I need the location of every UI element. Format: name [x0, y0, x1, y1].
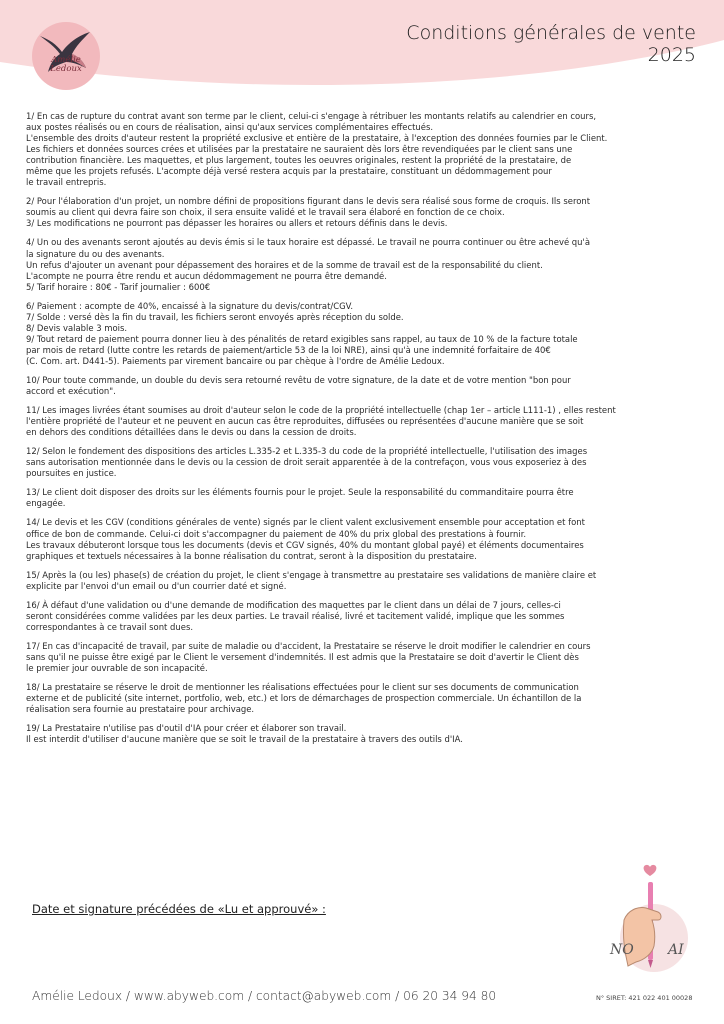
clause-gap: [26, 715, 706, 723]
clause-line: 12/ Selon le fondement des dispositions des articles L.335-2 et L.335-3 du code de la propriété intellectuelle, l'utilisation des images: [26, 446, 588, 457]
clause-line: 10/ Pour toute commande, un double du devis sera retourné revêtu de votre signature, de la date et de votre mention "bon pour: [26, 374, 571, 385]
clause-gap: [26, 188, 706, 196]
clause-line: la signature du ou des avenants.: [26, 248, 165, 259]
document-year: 2025: [647, 44, 696, 66]
clause-line: sans autorisation mentionnée dans le devis ou la cession de droit serait apparentée à de la contrefaçon, vous vous exposeriez à des: [26, 457, 587, 468]
logo-text-first-name: Amélie: [51, 55, 81, 65]
clause-line: (C. Com. art. D441-5). Paiements par virement bancaire ou par chèque à l'ordre de Amélie Ledoux.: [26, 355, 445, 366]
clause-line: réalisation sera fournie au prestataire pour archivage.: [26, 704, 255, 715]
clause-line: 4/ Un ou des avenants seront ajoutés au devis émis si le taux horaire est dépassé. Le travail ne pourra continuer ou être achevé qu'à: [26, 237, 591, 248]
clause-line: Un refus d'ajouter un avenant pour dépassement des horaires et de la somme de travail est de la responsabilité du client.: [26, 259, 543, 270]
clause-line: 19/ La Prestataire n'utilise pas d'outil d'IA pour créer et élaborer son travail.: [26, 723, 347, 734]
clause-line: correspondantes à ce travail sont dues.: [26, 621, 194, 632]
clause-line: 17/ En cas d'incapacité de travail, par suite de maladie ou d'accident, la Prestataire se réserve le droit modifier le calendrier en cours: [26, 640, 591, 651]
clause-gap: [26, 674, 706, 682]
document-title-block: [406, 22, 696, 66]
clause-gap: [26, 397, 706, 405]
clause-line: Les fichiers et données sources crées et utilisées par la prestataire ne sauraient dès lors être revendiquées par le client sans une: [26, 144, 573, 155]
clause-block: [26, 487, 706, 509]
clause-line: contribution financière. Les maquettes, et plus largement, toutes les oeuvres originales, restent la propriété de la prestataire, de: [26, 155, 572, 166]
footer-siret: N° SIRET: 421 022 401 00028: [596, 994, 693, 1002]
clause-line: 5/ Tarif horaire : 80€ - Tarif journalier : 600€: [26, 281, 211, 292]
no-ai-badge: [598, 862, 708, 974]
clause-line: par mois de retard (lutte contre les retards de paiement/article 53 de la loi NRE), ainsi qu'à une indemnité forfaitaire de 40€: [26, 344, 551, 355]
clause-line: 3/ Les modifications ne pourront pas dépasser les horaires ou allers et retours définis dans le devis.: [26, 218, 448, 229]
clause-line: 18/ La prestataire se réserve le droit de mentionner les réalisations effectuées pour le client sur ses documents de communication: [26, 682, 579, 693]
clause-line: externe et de publicité (site internet, portfolio, web, etc.) et lors de démarchages de prospection commerciale. Un échantillon de la: [26, 693, 582, 704]
clause-line: L'acompte ne pourra être rendu et aucun dédommagement ne pourra être demandé.: [26, 270, 387, 281]
clause-line: Il est interdit d'utiliser d'aucune manière que se soit le travail de la prestataire à travers des outils d'IA.: [26, 734, 463, 745]
clause-block: [26, 600, 706, 633]
clause-block: [26, 723, 706, 745]
signature-label: Date et signature précédées de «Lu et approuvé» :: [32, 902, 326, 916]
brand-logo: [32, 22, 100, 90]
clause-line: 1/ En cas de rupture du contrat avant son terme par le client, celui-ci s'engage à rétribuer les montants relatifs au calendrier en cours,: [26, 111, 597, 121]
clause-line: même que les projets refusés. L'acompte déjà versé restera acquis par la prestataire, constituant un dédommagement pour: [26, 166, 552, 177]
clause-block: [26, 641, 706, 674]
clause-line: en dehors des conditions détaillées dans le devis ou dans la cession de droits.: [26, 427, 357, 438]
clause-line: graphiques et textuels nécessaires à la bonne réalisation du contrat, seront à la disposition du prestataire.: [26, 550, 477, 561]
no-ai-badge-left: NO: [610, 942, 634, 958]
clause-line: l'entière propriété de l'auteur et ne peuvent en aucun cas être reproduites, diffusées ou représentées d'aucune manière que se soit: [26, 416, 584, 427]
clause-line: soumis au client qui devra faire son choix, il sera ensuite validé et le travail sera élaboré en fonction de ce choix.: [26, 207, 505, 218]
clause-line: 2/ Pour l'élaboration d'un projet, un nombre défini de propositions figurant dans le devis sera réalisé sous forme de croquis. Ils seront: [26, 196, 591, 207]
clause-line: sans qu'il ne puisse être exigé par le Client le versement d'indemnités. Il est admis que la Prestataire se doit d'avertir le Client dès: [26, 651, 579, 662]
clause-line: 9/ Tout retard de paiement pourra donner lieu à des pénalités de retard exigibles sans rappel, au taux de 10 % de la facture totale: [26, 333, 578, 344]
clause-block: [26, 375, 706, 397]
clause-block: [26, 196, 706, 229]
clause-line: le travail entrepris.: [26, 177, 107, 188]
clause-line: Les travaux débuteront lorsque tous les documents (devis et CGV signés, 40% du montant global payé) et éléments documentaires: [26, 539, 584, 550]
clause-gap: [26, 438, 706, 446]
clause-gap: [26, 229, 706, 237]
clause-gap: [26, 509, 706, 517]
clause-gap: [26, 479, 706, 487]
footer-contact: Amélie Ledoux / www.abyweb.com / contact@abyweb.com / 06 20 34 94 80: [32, 989, 497, 1003]
clause-block: [26, 237, 706, 292]
clause-line: L'ensemble des droits d'auteur restent la propriété exclusive et entière de la prestataire, à l'exception des données fournies par le Client.: [26, 133, 608, 144]
no-ai-badge-right: AI: [668, 942, 684, 958]
clause-line: 16/ À défaut d'une validation ou d'une demande de modification des maquettes par le client dans un délai de 7 jours, celles-ci: [26, 599, 561, 610]
clause-block: [26, 111, 706, 188]
clause-gap: [26, 592, 706, 600]
document-title: Conditions générales de vente: [406, 22, 696, 44]
clause-line: 13/ Le client doit disposer des droits sur les éléments fournis pour le projet. Seule la responsabilité du commanditaire pourra être: [26, 487, 574, 498]
clause-block: [26, 405, 706, 438]
clause-line: 14/ Le devis et les CGV (conditions générales de vente) signés par le client valent exclusivement ensemble pour acceptation et font: [26, 517, 585, 528]
clause-line: accord et exécution".: [26, 386, 116, 397]
clause-gap: [26, 633, 706, 641]
clause-line: le premier jour ouvrable de son incapacité.: [26, 662, 208, 673]
clause-line: 15/ Après la (ou les) phase(s) de création du projet, le client s'engage à transmettre au prestataire ses validations de manière claire et: [26, 569, 597, 580]
clauses-body: [26, 111, 706, 745]
clause-line: 6/ Paiement : acompte de 40%, encaissé à la signature du devis/contrat/CGV.: [26, 300, 354, 311]
clause-block: [26, 517, 706, 561]
clause-block: [26, 570, 706, 592]
clause-gap: [26, 367, 706, 375]
clause-line: aux postes réalisés ou en cours de réalisation, ainsi qu'aux services complémentaires effectués.: [26, 122, 434, 133]
clause-block: [26, 301, 706, 367]
clause-line: 8/ Devis valable 3 mois.: [26, 322, 128, 333]
clause-line: 7/ Solde : versé dès la fin du travail, les fichiers seront envoyés après réception du solde.: [26, 311, 404, 322]
clause-block: [26, 446, 706, 479]
clause-gap: [26, 562, 706, 570]
logo-text-last-name: Ledoux: [50, 64, 82, 74]
clause-line: 11/ Les images livrées étant soumises au droit d'auteur selon le code de la propriété intellectuelle (chap 1er – article L111-1) , elles restent: [26, 405, 616, 416]
clause-line: seront considérées comme validées par les deux parties. Le travail réalisé, livré et tacitement validé, implique que les sommes: [26, 610, 565, 621]
clause-line: poursuites en justice.: [26, 468, 117, 479]
clause-line: engagée.: [26, 498, 66, 509]
clause-block: [26, 682, 706, 715]
clause-line: office de bon de commande. Celui-ci doit s'accompagner du paiement de 40% du prix global des prestations à fournir.: [26, 528, 527, 539]
clause-line: explicite par l'envoi d'un email ou d'un courrier daté et signé.: [26, 580, 287, 591]
clause-gap: [26, 293, 706, 301]
